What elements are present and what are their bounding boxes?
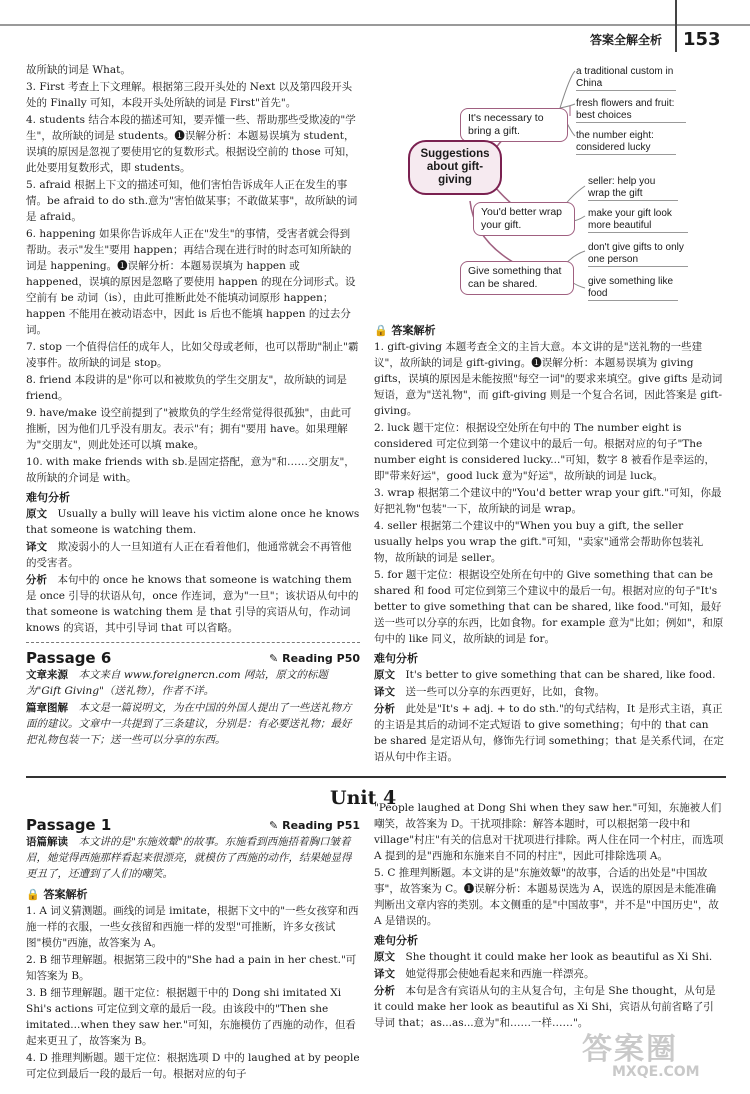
unit-title: Unit 4 [330,787,397,809]
passage-header [26,649,360,667]
answer-item: 5. for 题干定位：根据设空处所在句中的 Give something that can be shared 和 food 可定位到第三个建议中的最后一句。根据对应的句子"It's better to give something that can be shared, like food."可知，最好送一些可以分享的东西，比如食物。for example 意为"比如；例如"，和原句中的 like 同义，故所缺的词是 for。 [374,569,724,645]
mindmap-leaf: give something like food [588,276,678,301]
answer-item: 4. students 结合本段的描述可知，要弄懂一些、帮助那些受欺凌的"学生"，故所缺的词是 students。❶误解分析：本题易误填为 student，误填的原因是忽视了要使用它的复数形式。根据设空前的 those 可知，此处要用复数形式，即 students。 [26,114,356,174]
outline-text: 本文是一篇说明文，为在中国的外国人提出了一些送礼物方面的建议。文章中一共提到了三条建议，分别是：有必要送礼物；最好把礼物包装一下；送一些可以分享的东西。 [26,702,352,746]
fenxi-text: 此处是"It's + adj. + to do sth."的句式结构，It 是形式主语，真正的主语是其后的动词不定式短语 to give something；句中的 that can be shared 是定语从句，修饰先行词 something；that 是关系代词，在定语从句中作主语。 [374,703,724,763]
pen-icon: ✎ [269,818,283,832]
answer-item: 故所缺的词是 What。 [26,64,131,76]
answer-item: "People laughed at Dong Shi when they saw her."可知，东施被人们嘲笑，故答案为 D。干扰项排除：解答本题时，可以根据第一段中和 village"村庄"有关的信息对干扰项进行排除。两人住在同一个村庄，而选项 A 提到的是"西施和东施来自不同的村庄"，因此可排除选项 A。 [374,802,724,862]
mindmap-node-3: Give something that can be shared. [460,261,574,295]
yuanwen-text: Usually a bully will leave his victim alone once he knows that someone is watching them. [26,508,360,536]
fenxi-label: 分析 [26,574,47,586]
difficult-heading: 难句分析 [374,652,418,665]
lock-icon: 🔒 [374,324,392,337]
passage-ref: ✎ Reading P50 [269,651,360,665]
page-number: 153 [683,29,721,50]
fenxi-label: 分析 [374,985,395,997]
header-rule [0,24,750,26]
answer-item: 1. A 词义猜测题。画线的词是 imitate，根据下文中的"一些女孩穿和西施一样的衣服，一些女孩留和西施一样的发型"可推断，许多女孩试图"模仿"西施，故答案为 A。 [26,905,359,949]
answer-item: 6. happening 如果你告诉成年人正在"发生"的事情，受害者就会得到帮助。表示"发生"要用 happen；再结合现在进行时的时态可知所缺的词是 happening。❶误解分析：本题易误填为 happen 或 happened，误填的原因是忽略了要使用 happen 的现在分词形式。设空前有 be 动词（is），由此可推断此处不能填动词原形 happen；happen 不能用在被动语态中，因此 is 后也不能填 happen 的过去分词。 [26,228,356,336]
yiwen-label: 译文 [26,541,47,553]
source-text: 本文来自 www.foreignercn.com 网站，原文的标题为"Gift Giving"（送礼物），作者不详。 [26,669,328,697]
yiwen-text: 送一些可以分享的东西更好，比如，食物。 [405,686,605,698]
unit4-right-column [374,800,724,1032]
lock-icon: 🔒 [26,888,44,901]
answer-item: 5. C 推理判断题。本文讲的是"东施效颦"的故事，合适的出处是"中国故事"，故答案为 C。❶误解分析：本题易误选为 A，误选的原因是未能准确判断出文章内容的类别。本文侧重的是"中国故事"，并不是"中国历史"，故 A 是错误的。 [374,867,719,927]
yuanwen-label: 原文 [374,951,395,963]
answer-heading: 🔒 答案解析 [26,888,88,901]
watermark-logo: 答案圈 [582,1032,678,1067]
answer-item: 10. with make friends with sb.是固定搭配，意为"和……交朋友"，故所缺的介词是 with。 [26,456,355,484]
answer-item: 8. friend 本段讲的是"你可以和被欺负的学生交朋友"，故所缺的词是 friend。 [26,374,347,402]
passage-title: Passage 6 [26,649,112,667]
answer-item: 2. B 细节理解题。根据第三段中的"She had a pain in her chest."可知答案为 B。 [26,954,357,982]
yiwen-text: 她觉得那会使她看起来和西施一样漂亮。 [405,968,595,980]
yuanwen-label: 原文 [26,508,47,520]
mindmap-center: Suggestions about gift-giving [408,140,502,195]
answer-item: 5. afraid 根据上下文的描述可知，他们害怕告诉成年人正在发生的事情。be afraid to do sth.意为"害怕做某事；不敢做某事"，故所缺的词是 afraid。 [26,179,358,223]
unit4-left-column [26,810,360,1083]
answer-item: 3. wrap 根据第二个建议中的"You'd better wrap your gift."可知，你最好把礼物"包装"一下，故所缺的词是 wrap。 [374,487,722,515]
answer-item: 1. gift-giving 本题考查全文的主旨大意。本文讲的是"送礼物的一些建议"，故所缺的词是 gift-giving。❶误解分析：本题易误填为 giving gifts，误填的原因是未能按照"每空一词"的要求来填空。give gifts 是动词短语，意为"送礼物"，而 gift-giving 则是一个复合名词，因此答案是 gift-giving。 [374,341,723,417]
mindmap-node-2: You'd better wrap your gift. [473,202,575,236]
outline-label: 篇章图解 [26,702,68,714]
answer-item: 7. stop 一个值得信任的成年人，比如父母或老师，也可以帮助"制止"霸凌事件。故所缺的词是 stop。 [26,341,359,369]
mindmap-leaf: seller: help you wrap the gift [588,176,678,201]
difficult-heading: 难句分析 [374,934,418,947]
right-column [374,318,724,766]
header-tag: 答案全解全析 [590,33,663,47]
answer-item: 2. luck 题干定位：根据设空处所在句中的 The number eight is considered 可定位到第一个建议中的最后一句。根据对应的句子"The number eight is considered lucky..."可知，数字 8 被看作是幸运的，即"带来好运"，good luck 意为"好运"，故所缺的词是 luck。 [374,422,716,482]
mindmap-leaf: don't give gifts to only one person [588,242,688,267]
divider [26,642,360,643]
left-column [26,62,360,749]
yuanwen-text: It's better to give something that can be shared, like food. [405,669,716,681]
yiwen-text: 欺凌弱小的人一旦知道有人正在看着他们，他通常就会不再管他的受害者。 [26,541,352,569]
mindmap-leaf: make your gift look more beautiful [588,208,688,233]
mindmap-leaf: the number eight: considered lucky [576,130,676,155]
header-divider [675,0,677,52]
jiedu-label: 语篇解读 [26,836,68,848]
pen-icon: ✎ [269,651,283,665]
answer-item: 9. have/make 设空前提到了"被欺负的学生经常觉得很孤独"，由此可推断，因为他们几乎没有朋友。表示"有；拥有"要用 have。如果理解为"交朋友"，则此处还可以填 make。 [26,407,352,451]
passage-title: Passage 1 [26,816,112,834]
unit-rule [26,776,726,778]
yiwen-label: 译文 [374,686,395,698]
passage-header [26,816,360,834]
mindmap-node-1: It's necessary to bring a gift. [460,108,568,142]
fenxi-text: 本句是含有宾语从句的主从复合句，主句是 She thought，从句是 it could make her look as beautiful as Xi Shi，宾语从句前省略了引导词 that；as...as...意为"和……一样……"。 [374,985,716,1029]
answer-item: 3. First 考查上下文理解。根据第三段开头处的 Next 以及第四段开头处的 Finally 可知，本段开头处所缺的词是 First"首先"。 [26,81,353,109]
mindmap-leaf: a traditional custom in China [576,66,676,91]
mindmap-leaf: fresh flowers and fruit: best choices [576,98,686,123]
answer-heading: 🔒 答案解析 [374,324,436,337]
answer-item: 4. D 推理判断题。题干定位：根据选项 D 中的 laughed at by people 可定位到最后一段的最后一句。根据对应的句子 [26,1052,360,1080]
fenxi-label: 分析 [374,703,395,715]
source-label: 文章来源 [26,669,68,681]
mind-map [380,56,730,321]
jiedu-text: 本文讲的是"东施效颦"的故事。东施看到西施捂着胸口皱着眉，她觉得西施那样看起来很漂亮，就模仿了西施的动作，结果她显得更丑了，还遭到了人们的嘲笑。 [26,836,352,880]
yuanwen-text: She thought it could make her look as beautiful as Xi Shi. [405,951,713,963]
fenxi-text: 本句中的 once he knows that someone is watching them 是 once 引导的状语从句，once 作连词，意为"一旦"；该状语从句中的 that someone is watching them 是 that 引导的宾语从句，作动词 knows 的宾语，其中引导词 that 可以省略。 [26,574,359,634]
difficult-heading: 难句分析 [26,491,70,504]
answer-item: 4. seller 根据第二个建议中的"When you buy a gift, the seller usually helps you wrap the gift."可知，"卖家"通常会帮助你包装礼物，故所缺的词是 seller。 [374,520,704,564]
watermark-url: MXQE.COM [612,1064,700,1080]
yiwen-label: 译文 [374,968,395,980]
yuanwen-label: 原文 [374,669,395,681]
passage-ref: ✎ Reading P51 [269,818,360,832]
answer-item: 3. B 细节理解题。题干定位：根据题干中的 Dong shi imitated Xi Shi's actions 可定位到文章的最后一段。由该段中的"Then she imitated...when they saw her."可知，东施模仿了西施的动作，但看起来更丑了，故答案为 B。 [26,987,356,1047]
